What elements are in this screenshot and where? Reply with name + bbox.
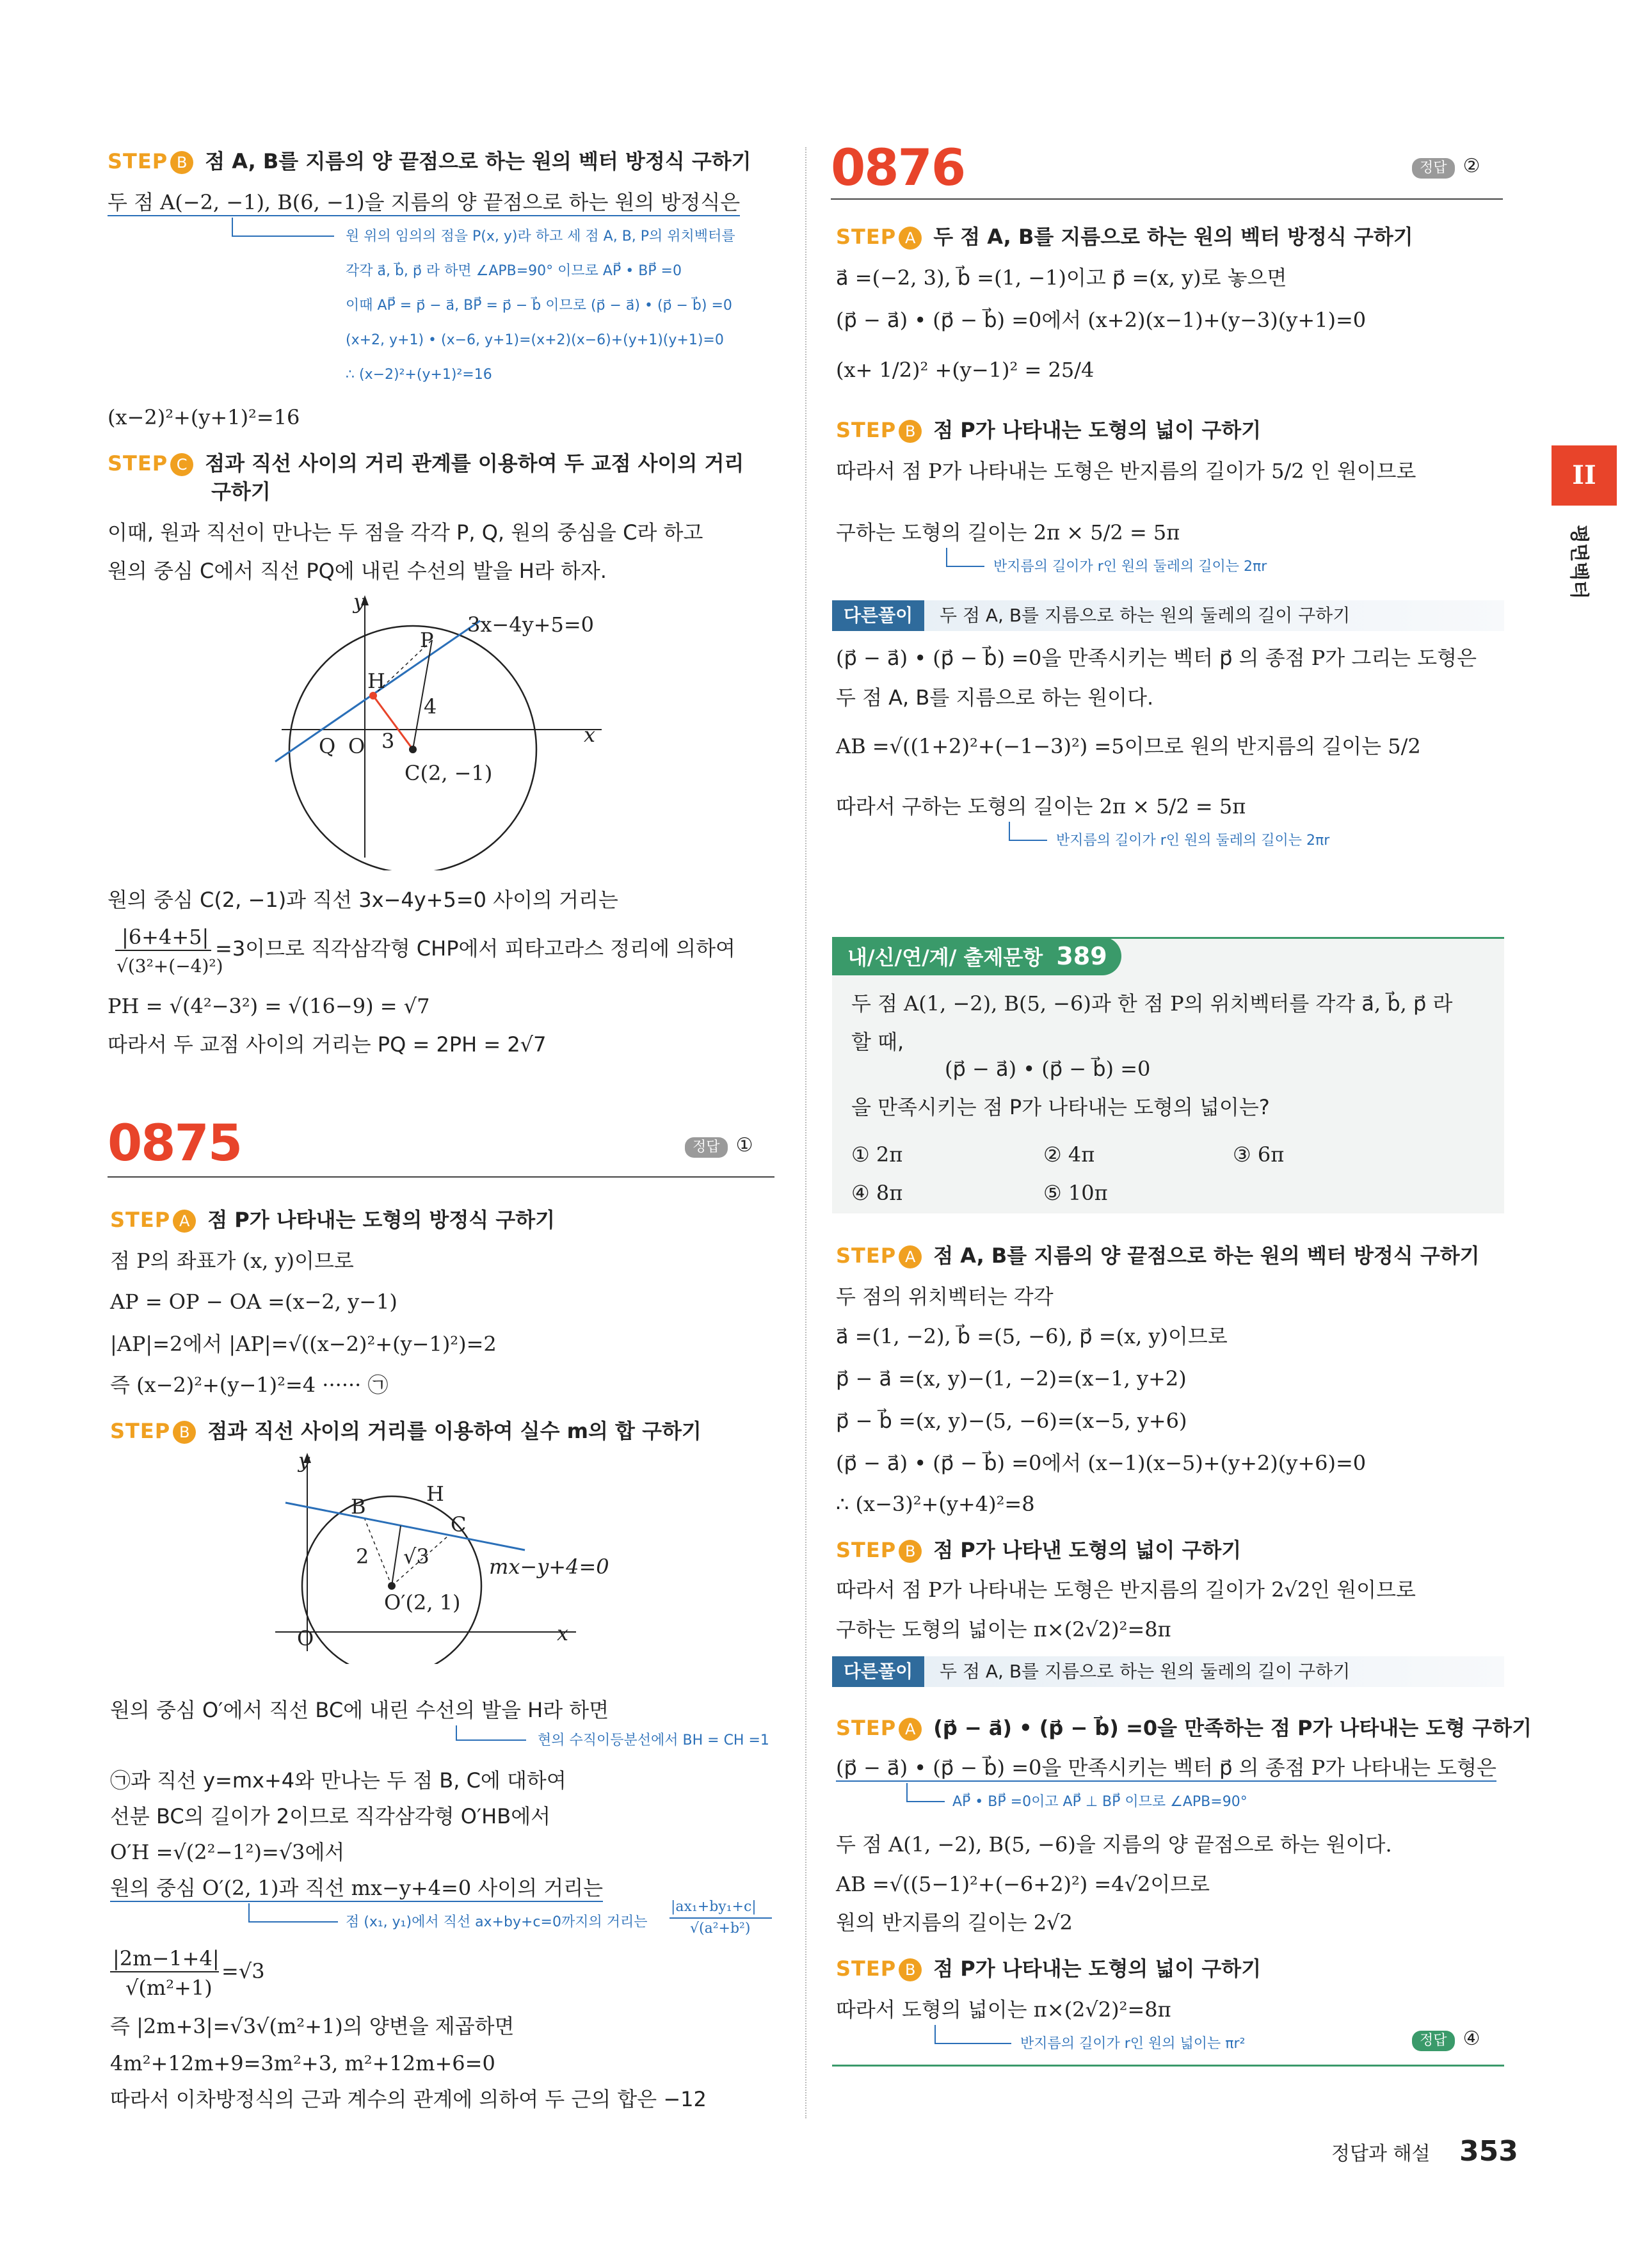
text-line: p⃗ − b⃗ =(x, y)−(5, −6)=(x−5, y+6) — [836, 1409, 1187, 1433]
step-letter: A — [899, 227, 922, 250]
note-line: (x+2, y+1) • (x−6, y+1)=(x+2)(x−6)+(y+1)(y+1)=0 — [346, 332, 724, 348]
text-line: 4m²+12m+9=3m²+3, m²+12m+6=0 — [110, 2051, 495, 2075]
step-title: 점 P가 나타내는 도형의 방정식 구하기 — [207, 1208, 556, 1232]
line-label: 3x−4y+5=0 — [467, 612, 594, 637]
problem-line: (p⃗ − a⃗) • (p⃗ − b⃗) =0 — [945, 1057, 1151, 1081]
answer-badge: 정답 — [685, 1137, 728, 1158]
point-b-label: B — [351, 1494, 366, 1519]
text-line: PH = √(4²−3²) = √(16−9) = √7 — [108, 994, 430, 1018]
note-arrow — [934, 2043, 1011, 2044]
text-line: a⃗ =(1, −2), b⃗ =(5, −6), p⃗ =(x, y)이므로 — [836, 1324, 1228, 1348]
step-label: STEP — [110, 1419, 171, 1443]
text-line: 원의 반지름의 길이는 2√2 — [836, 1910, 1073, 1935]
axis-y-label: y — [353, 589, 365, 614]
note-line: 반지름의 길이가 r인 원의 넓이는 πr² — [1020, 2036, 1246, 2052]
choice-2: ② 4π — [1043, 1142, 1095, 1167]
chapter-tab — [1552, 445, 1617, 506]
step-title: 두 점 A, B를 지름으로 하는 원의 벡터 방정식 구하기 — [933, 225, 1413, 249]
point-p-label: P — [420, 628, 434, 652]
text-line: 원의 중심 C(2, −1)과 직선 3x−4y+5=0 사이의 거리는 — [108, 888, 618, 912]
note-arrow — [1009, 840, 1047, 841]
step-label: STEP — [836, 1538, 897, 1562]
column-divider — [805, 147, 806, 2118]
center-label: O′(2, 1) — [384, 1590, 461, 1615]
frac-bar — [670, 1917, 772, 1919]
equation: (x−2)²+(y+1)²=16 — [108, 405, 300, 429]
text-line: 선분 BC의 길이가 2이므로 직각삼각형 O′HB에서 — [110, 1804, 551, 1828]
text-line: 이때, 원과 직선이 만나는 두 점을 각각 P, Q, 원의 중심을 C라 하고 — [108, 520, 703, 545]
note-line: 원 위의 임의의 점을 P(x, y)라 하고 세 점 A, B, P의 위치벡터를 — [346, 228, 735, 244]
note-arrow — [934, 2025, 936, 2044]
tag-number: 389 — [1056, 942, 1107, 970]
chapter-title: 평면벡터 — [1568, 525, 1590, 599]
step-a-heading — [110, 1207, 555, 1233]
step-label: STEP — [108, 149, 168, 173]
step-letter: A — [899, 1245, 922, 1268]
axis-y-label: y — [298, 1448, 310, 1473]
note-arrow — [456, 1725, 457, 1741]
answer-badge: 정답 — [1412, 158, 1455, 179]
step-a-heading — [836, 1243, 1480, 1268]
alt-solution-tag: 다른풀이 — [832, 1656, 924, 1687]
step-label: STEP — [836, 418, 897, 442]
alt-solution-tag: 다른풀이 — [832, 600, 924, 631]
length-label: √3 — [403, 1544, 429, 1569]
choice-5: ⑤ 10π — [1043, 1181, 1108, 1205]
alt-solution-title: 두 점 A, B를 지름으로 하는 원의 둘레의 길이 구하기 — [940, 1661, 1351, 1682]
origin-label: O — [297, 1626, 314, 1651]
note-line: ∴ (x−2)²+(y+1)²=16 — [346, 367, 492, 383]
axis-x-label: x — [557, 1621, 569, 1645]
step-b-heading — [836, 417, 1261, 443]
frac-numerator: |6+4+5| — [122, 925, 209, 949]
step-title-cont: 구하기 — [211, 479, 271, 504]
text-line: 두 점 A, B를 지름으로 하는 원이다. — [836, 685, 1154, 710]
answer-value: ④ — [1463, 2027, 1480, 2050]
note-line: 이때 AP⃗ = p⃗ − a⃗, BP⃗ = p⃗ − b⃗ 이므로 (p⃗ − a⃗) • (p⃗ − b⃗) =0 — [346, 298, 732, 314]
text-line: (p⃗ − a⃗) • (p⃗ − b⃗) =0에서 (x+2)(x−1)+(y−3)(y+1)=0 — [836, 308, 1367, 332]
point-h-label: H — [426, 1482, 444, 1506]
note-arrow — [906, 1783, 908, 1802]
length-label: 4 — [424, 694, 437, 719]
note-arrow — [1009, 822, 1010, 841]
step-label: STEP — [108, 451, 168, 476]
text-line: 원의 중심 C에서 직선 PQ에 내린 수선의 발을 H라 하자. — [108, 559, 607, 583]
step-letter: C — [170, 453, 193, 476]
step-letter: B — [899, 420, 922, 443]
answer-badge-group — [1412, 155, 1480, 179]
text-line: (p⃗ − a⃗) • (p⃗ − b⃗) =0에서 (x−1)(x−5)+(y+2)(y+6)=0 — [836, 1451, 1367, 1475]
step-title: 점 P가 나타내는 도형의 넓이 구하기 — [933, 1956, 1262, 1981]
footer-label: 정답과 해설 — [1331, 2143, 1431, 2165]
note-arrow — [248, 1921, 338, 1923]
step-letter: A — [173, 1210, 196, 1233]
tag-text: 내/신/연/계/ 출제문항 — [847, 945, 1043, 970]
step-title: 점과 직선 사이의 거리를 이용하여 실수 m의 합 구하기 — [207, 1419, 702, 1443]
note-arrow — [946, 566, 984, 567]
frac-bar — [110, 1971, 219, 1972]
problem-number: 0876 — [831, 140, 965, 197]
note-arrow — [248, 1903, 250, 1923]
step-label: STEP — [110, 1208, 171, 1232]
text-line: AB =√((5−1)²+(−6+2)²) =4√2이므로 — [836, 1872, 1210, 1896]
text-line: AP = OP − OA =(x−2, y−1) — [110, 1290, 397, 1314]
text-line: ∴ (x−3)²+(y+4)²=8 — [836, 1492, 1035, 1516]
text-line: 두 점 A(−2, −1), B(6, −1)을 지름의 양 끝점으로 하는 원의 방정식은 — [108, 189, 740, 216]
note-line: 반지름의 길이가 r인 원의 둘레의 길이는 2πr — [1056, 833, 1330, 849]
center-label: C(2, −1) — [405, 761, 493, 785]
point-h-label: H — [367, 669, 385, 693]
text-line: 즉 |2m+3|=√3√(m²+1)의 양변을 제곱하면 — [110, 2014, 515, 2038]
problem-line: 할 때, — [851, 1030, 904, 1054]
note-line: 현의 수직이등분선에서 BH = CH =1 — [538, 1732, 769, 1748]
step-title: (p⃗ − a⃗) • (p⃗ − b⃗) =0을 만족하는 점 P가 나타내는 도형 구하기 — [933, 1716, 1532, 1740]
note-line: 점 (x₁, y₁)에서 직선 ax+by+c=0까지의 거리는 — [346, 1914, 648, 1930]
text-line: 따라서 두 교점 사이의 거리는 PQ = 2PH = 2√7 — [108, 1032, 547, 1057]
divider — [831, 198, 1503, 200]
note-line: 각각 a⃗, b⃗, p⃗ 라 하면 ∠APB=90° 이므로 AP⃗ • BP⃗ =0 — [346, 263, 682, 279]
text-line: 따라서 점 P가 나타내는 도형은 반지름의 길이가 2√2인 원이므로 — [836, 1578, 1416, 1602]
text-line: 따라서 도형의 넓이는 π×(2√2)²=8π — [836, 1997, 1171, 2022]
frac-denominator: √(3²+(−4)²) — [116, 956, 223, 977]
frac-numerator: |2m−1+4| — [113, 1946, 220, 1971]
step-label: STEP — [836, 225, 897, 249]
note-line: 반지름의 길이가 r인 원의 둘레의 길이는 2πr — [993, 559, 1267, 575]
choice-3: ③ 6π — [1233, 1142, 1285, 1167]
related-problem-box — [832, 938, 1504, 1213]
step-letter: B — [899, 1540, 922, 1563]
axis-x-label: x — [584, 723, 596, 747]
step-letter: B — [170, 151, 193, 174]
text-line: 점 P의 좌표가 (x, y)이므로 — [110, 1249, 354, 1273]
length-label: 2 — [356, 1544, 369, 1569]
choice-1: ① 2π — [851, 1142, 903, 1167]
choice-4: ④ 8π — [851, 1181, 903, 1205]
frac-denominator: √(m²+1) — [125, 1976, 213, 2000]
note-arrow — [906, 1801, 945, 1802]
text-line: 구하는 도형의 넓이는 π×(2√2)²=8π — [836, 1617, 1171, 1642]
text-line: 즉 (x−2)²+(y−1)²=4 ······ ㉠ — [110, 1373, 389, 1397]
step-letter: B — [899, 1958, 922, 1981]
alt-solution-title: 두 점 A, B를 지름으로 하는 원의 둘레의 길이 구하기 — [940, 605, 1351, 626]
text-line: 두 점의 위치벡터는 각각 — [836, 1284, 1054, 1309]
text-line: a⃗ =(−2, 3), b⃗ =(1, −1)이고 p⃗ =(x, y)로 놓으면 — [836, 266, 1287, 290]
note-arrow — [232, 236, 334, 237]
note-frac-num: |ax₁+by₁+c| — [671, 1899, 757, 1915]
frac-bar — [115, 950, 211, 951]
note-arrow — [456, 1739, 526, 1741]
step-a-heading — [836, 1715, 1532, 1741]
frac-tail: =√3 — [221, 1959, 265, 1983]
text-line: ㉠과 직선 y=mx+4와 만나는 두 점 B, C에 대하여 — [110, 1768, 566, 1793]
answer-badge-group — [1412, 2027, 1480, 2051]
divider — [108, 1176, 774, 1178]
problem-line: 을 만족시키는 점 P가 나타내는 도형의 넓이는? — [851, 1095, 1270, 1119]
text-line: (x+ 1/2)² +(y−1)² = 25/4 — [836, 358, 1095, 382]
text-line: AB =√((1+2)²+(−1−3)²) =5이므로 원의 반지름의 길이는 5/2 — [836, 734, 1421, 758]
step-title: 점 A, B를 지름의 양 끝점으로 하는 원의 벡터 방정식 구하기 — [205, 149, 751, 173]
problem-number: 0875 — [108, 1115, 242, 1172]
text-line: 두 점 A(1, −2), B(5, −6)을 지름의 양 끝점으로 하는 원이다. — [836, 1832, 1392, 1857]
text-line: 따라서 이차방정식의 근과 계수의 관계에 의하여 두 근의 합은 −12 — [110, 2087, 707, 2111]
text-line: 구하는 도형의 길이는 2π × 5/2 = 5π — [836, 520, 1180, 545]
text-line: |AP|=2에서 |AP|=√((x−2)²+(y−1)²)=2 — [110, 1332, 497, 1356]
text-line: 따라서 구하는 도형의 길이는 2π × 5/2 = 5π — [836, 794, 1246, 819]
page-number: 353 — [1459, 2135, 1518, 2168]
box-bottom-border — [832, 2065, 1504, 2067]
answer-value: ② — [1463, 155, 1480, 177]
step-b-heading — [108, 148, 751, 174]
length-label: 3 — [381, 729, 395, 753]
step-label: STEP — [836, 1243, 897, 1268]
step-title: 점 P가 나타낸 도형의 넓이 구하기 — [933, 1538, 1242, 1562]
chapter-number: II — [1572, 460, 1596, 490]
step-label: STEP — [836, 1956, 897, 1981]
text-line: p⃗ − a⃗ =(x, y)−(1, −2)=(x−1, y+2) — [836, 1366, 1187, 1391]
step-letter: A — [899, 1718, 922, 1741]
text-line: 원의 중심 O′에서 직선 BC에 내린 수선의 발을 H라 하면 — [110, 1698, 609, 1722]
text-line: O′H =√(2²−1²)=√3에서 — [110, 1840, 345, 1864]
text-line: 원의 중심 O′(2, 1)과 직선 mx−y+4=0 사이의 거리는 — [110, 1875, 603, 1902]
text-line: (p⃗ − a⃗) • (p⃗ − b⃗) =0을 만족시키는 벡터 p⃗ 의 종점 P가 나타내는 도형은 — [836, 1755, 1496, 1782]
problem-line: 두 점 A(1, −2), B(5, −6)과 한 점 P의 위치벡터를 각각 a⃗, b⃗, p⃗ 라 — [851, 991, 1453, 1016]
step-b-heading — [836, 1537, 1241, 1563]
text-line: =3이므로 직각삼각형 CHP에서 피타고라스 정리에 의하여 — [215, 936, 735, 961]
answer-badge: 정답 — [1412, 2031, 1455, 2051]
note-arrow — [232, 218, 233, 237]
step-b-heading — [110, 1418, 702, 1444]
origin-label: O — [348, 734, 365, 758]
step-letter: B — [173, 1421, 196, 1444]
note-arrow — [946, 548, 947, 567]
step-a-heading — [836, 224, 1413, 250]
step-title: 점 A, B를 지름의 양 끝점으로 하는 원의 벡터 방정식 구하기 — [933, 1243, 1480, 1268]
answer-badge-group — [685, 1134, 753, 1158]
step-label: STEP — [836, 1716, 897, 1740]
text-line: (p⃗ − a⃗) • (p⃗ − b⃗) =0을 만족시키는 벡터 p⃗ 의 종점 P가 그리는 도형은 — [836, 646, 1477, 670]
related-problem-tag — [847, 943, 1107, 970]
note-frac-den: √(a²+b²) — [690, 1921, 751, 1937]
step-b-heading — [836, 1956, 1261, 1981]
step-title: 점과 직선 사이의 거리 관계를 이용하여 두 교점 사이의 거리 — [205, 451, 744, 476]
text-line: 따라서 점 P가 나타내는 도형은 반지름의 길이가 5/2 인 원이므로 — [836, 459, 1416, 483]
point-q-label: Q — [319, 734, 336, 758]
answer-value: ① — [735, 1134, 753, 1156]
line-label: mx−y+4=0 — [489, 1555, 609, 1579]
note-line: AP⃗ • BP⃗ =0이고 AP⃗ ⊥ BP⃗ 이므로 ∠APB=90° — [952, 1794, 1247, 1810]
step-c-heading — [108, 451, 744, 476]
point-c-label: C — [451, 1512, 467, 1537]
step-title: 점 P가 나타내는 도형의 넓이 구하기 — [933, 418, 1262, 442]
